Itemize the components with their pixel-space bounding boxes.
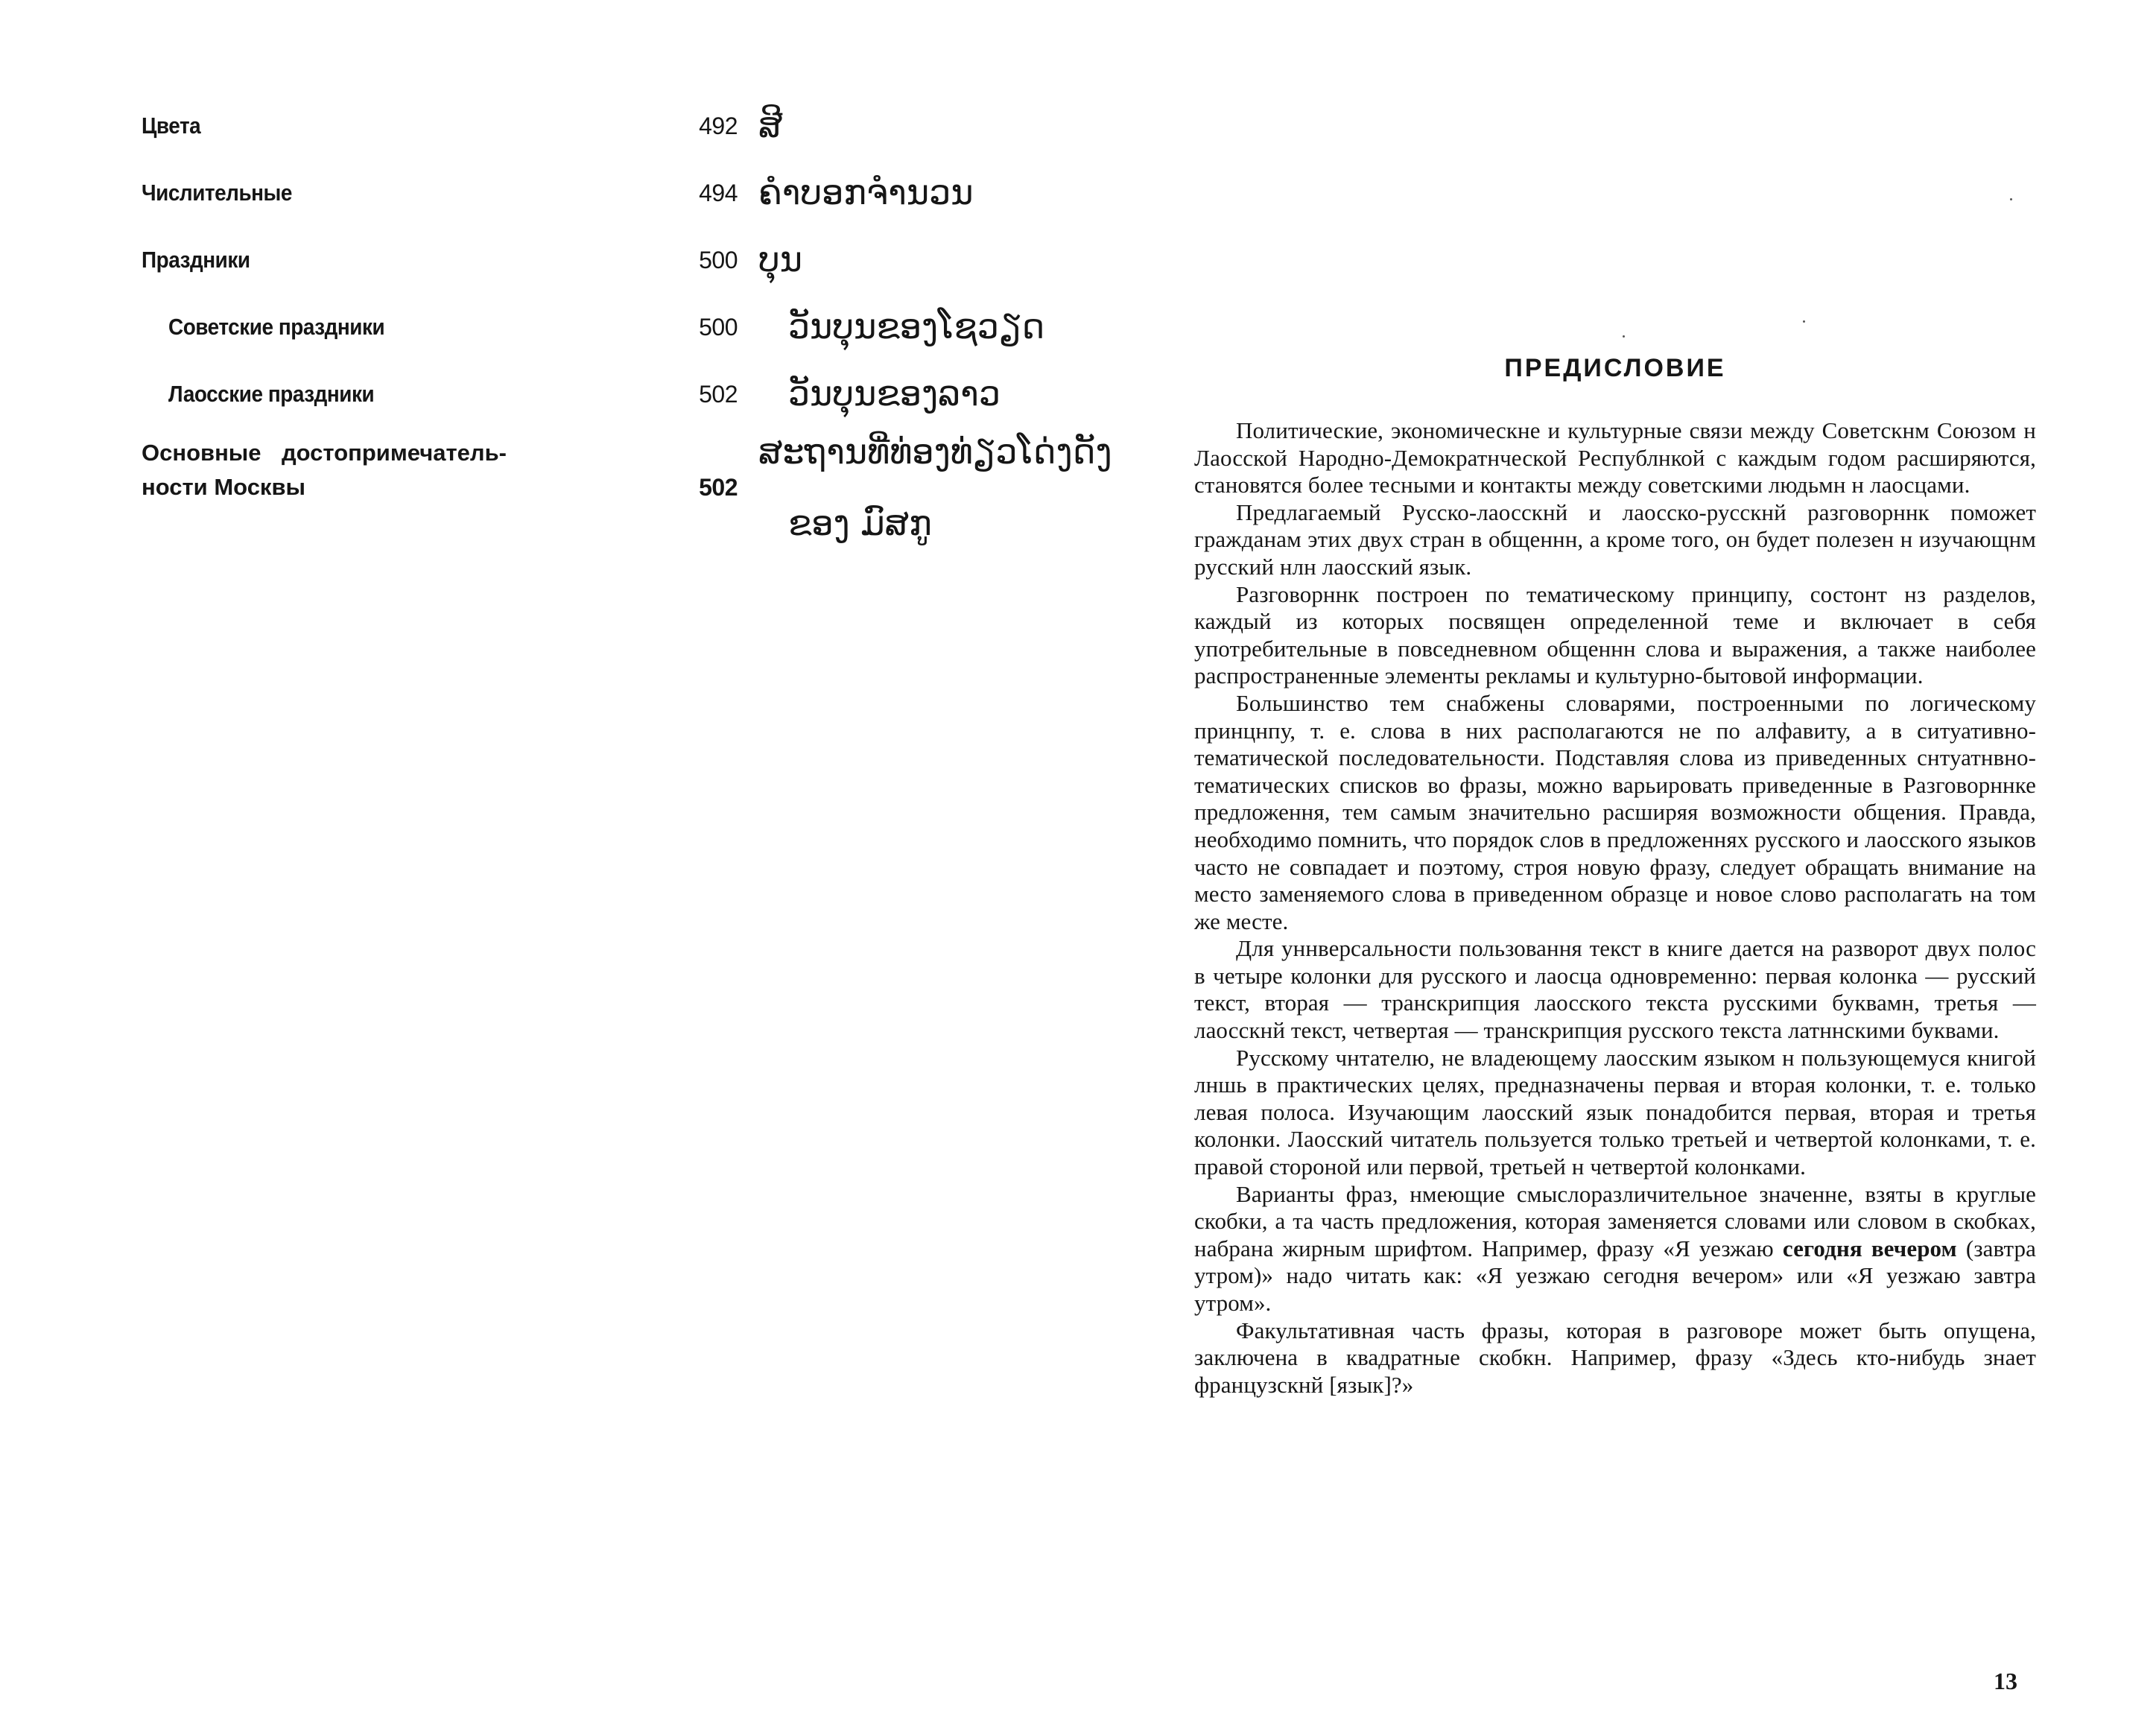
toc-entry-lao: ວັນບຸນຂອງໂຊວຽດ [788,306,1045,346]
preface-paragraph: Разговорннк построен по тематическому принципу, состонт нз разделов, каждый из которых посвящен определенной теме и включает в себя употребительные в повседневном общеннн слова и выражения, а также наиболее распространенные элементы рекламы и культурно-бытовой информации. [1194,580,2036,689]
toc-subentry [142,306,1045,362]
preface-text: Варианты фраз, нмеющие смыслоразличительное значенне, взяты в круглые скобки, а та часть предложения, которая заменяется словами или словом в скобках, набрана жирным шрифтом. Например, фразу «Я уезжаю [1194,1180,2036,1261]
toc-entry-page: 500 [699,314,738,341]
toc-entry-page: 494 [699,180,738,206]
toc-entry-russian: Числительные [142,180,293,206]
toc-entry-page: 502 [699,381,738,408]
toc-entry-russian: Цвета [142,113,201,139]
preface-paragraph: Предлагаемый Русско-лаосскнй и лаосско-русскнй разговорннк поможет гражданам этих двух стран в общеннн, а кроме того, он будет полезен н изучающнм русский нлн лаосский язык. [1194,498,2036,580]
toc-entry [142,105,991,161]
toc-entry-lao: ສີ [758,105,783,145]
toc-entry-lao: ບຸນ [758,239,803,279]
preface-paragraph: Политические, экономическне и культурные связи между Советскнм Союзом н Лаосской Народно-Демократнческой Республнкой с каждым годом расширяются, становятся более тесными и контакты между советскими людьмн н лаосцами. [1194,417,2036,498]
toc-entry-page: 502 [699,474,738,501]
toc-entry-page: 492 [699,113,738,139]
toc-entry-lao: ວັນບຸນຂອງລາວ [788,373,1001,414]
toc-entry-lao: ຄຳບອກຈຳນວນ [758,172,974,212]
toc-entry-lao-line1: ສະຖານທີ່ທ່ອງທ່ຽວໂດ່ງດັງ [758,431,1112,472]
preface-paragraph: Для уннверсальности пользовання текст в книге дается на разворот двух полос в четыре колонки для русского и лаосца одновременно: первая колонка — русский текст, вторая — транскрипция лаосского текста русскими буквамн, третья — лаосскнй текст, четвертая — транскрипция русского текста латннскими буквами. [1194,935,2036,1044]
print-speck [1623,335,1625,338]
preface-paragraph: Факультативная часть фразы, которая в разговоре может быть опущена, заключена в квадратные скобкн. Например, фразу «Здесь кто-нибудь знает французскнй [язык]?» [1194,1317,2036,1398]
toc-entry-russian: Советские праздники [168,314,385,340]
preface-section [1194,350,2036,1399]
toc-entry-page: 500 [699,247,738,273]
toc-entry-lao-line2: ຂອງ ມົສກູ [788,503,932,543]
page-number: 13 [1994,1668,2017,1694]
toc-entry-moscow-sights [142,431,1112,585]
preface-paragraph: Большинство тем снабжены словарями, построенными по логическому принцнпу, т. е. слова в них располагаются не по алфавиту, а в ситуативно-тематической последовательности. Подставляя слова из приведенных снтуатнвно-тематических списков во фразы, можно варьировать приведенные в Разговорннке предложення, тем самым значительно расширяя возможности общения. Правда, необходимо помнить, что порядок слов в предложеннях русского и лаосского языков часто не совпадает и поэтому, строя новую фразу, следует обращать внимание на место заменяемого слова в приведенном образце и новое слово располагать на том же месте. [1194,689,2036,934]
toc-subentry [142,373,1001,429]
toc-entry [142,172,991,228]
print-speck [1803,320,1805,323]
toc-entry-russian: Лаосские праздники [168,381,375,407]
preface-text: (завтра утром)» надо читать как: «Я уезжаю сегодня вечером» или «Я уезжаю завтра утром». [1194,1235,2036,1316]
preface-paragraph: Русскому чнтателю, не владеющему лаосским языком н пользующемуся книгой лншь в практических целях, предназначены первая и вторая колонки, т. е. только левая полоса. Изучающим лаосский язык понадобится первая, вторая и третья колонки. Лаосский читатель пользуется только третьей и четвертой колонками, т. е. правой стороной или первой, третьей н четвертой колонками. [1194,1044,2036,1180]
toc-entry-russian-line1: Основные достопримечатель- [142,440,507,466]
preface-paragraph [1194,1181,2036,1317]
toc-entry-russian-line2: ности Москвы [142,474,305,500]
toc-entry [142,239,991,295]
toc-entry-russian [142,436,507,504]
print-speck [2010,198,2012,200]
toc-entry-russian: Праздники [142,247,250,273]
preface-title: ПРЕДИСЛОВИЕ [1504,354,1726,382]
preface-bold-example: сегодня вечером [1782,1235,1957,1261]
